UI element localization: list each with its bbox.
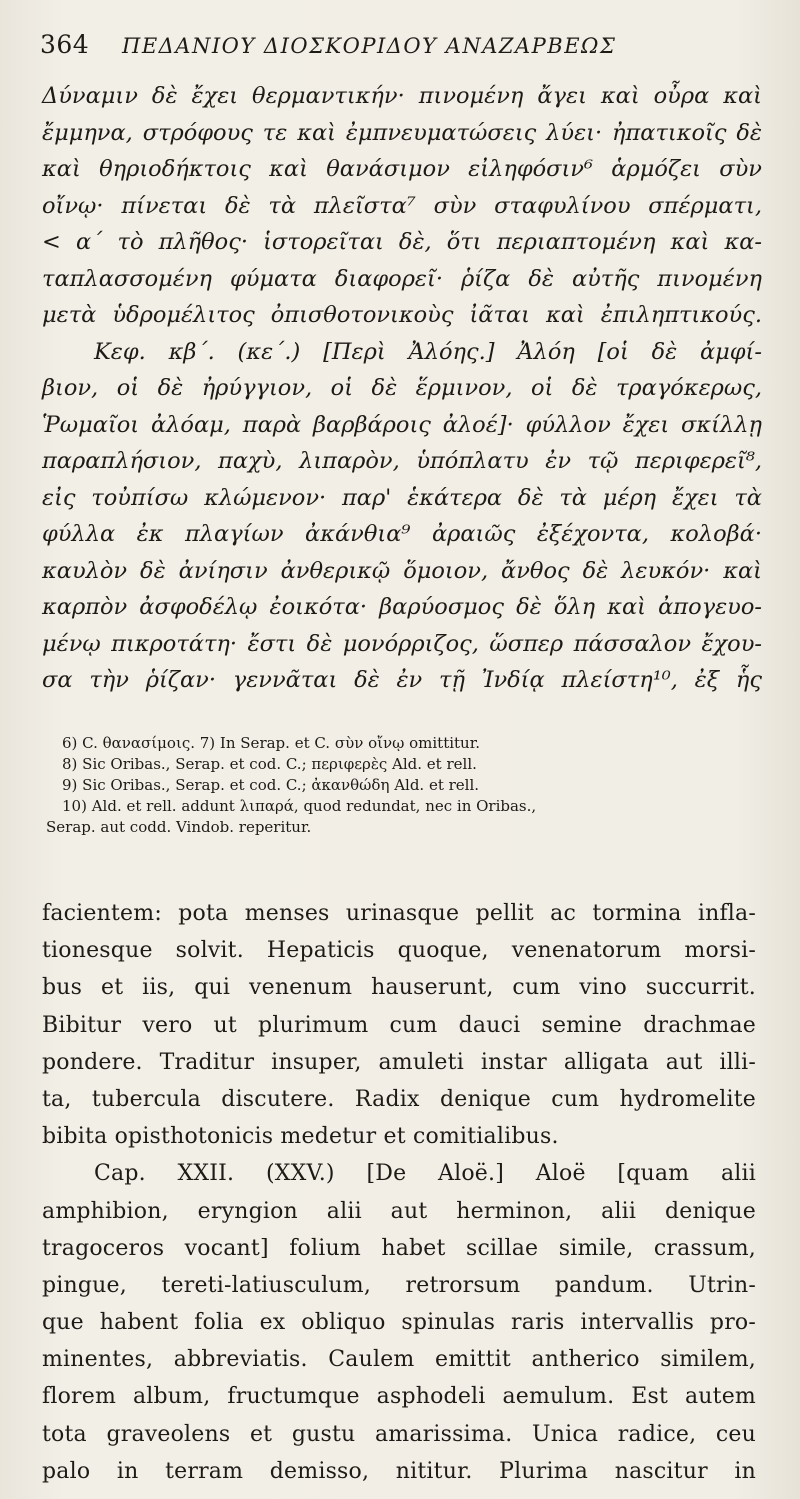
page-header: [40, 30, 760, 66]
latin-line: ta, tubercula discutere. Radix denique cum hydromelite: [42, 1086, 756, 1112]
footnotes: [46, 733, 762, 838]
latin-line: que habent folia ex obliquo spinulas raris intervallis pro-: [42, 1310, 756, 1336]
footnote: 10) Ald. et rell. addunt λιπαρά, quod redundat, nec in Oribas.,: [62, 797, 537, 815]
footnote-continuation: Serap. aut codd. Vindob. reperitur.: [46, 818, 312, 836]
latin-line: palo in terram demisso, nititur. Plurima nascitur in: [42, 1458, 756, 1484]
greek-line: καρπὸν ἀσφοδέλῳ ἐοικότα· βαρύοσμος δὲ ὅλη καὶ ἀπογευο-: [42, 594, 762, 620]
page-number: 364: [40, 30, 90, 59]
greek-line: ἔμμηνα, στρόφους τε καὶ ἐμπνευματώσεις λύει· ἠπατικοῖς δὲ: [42, 119, 762, 146]
greek-line: μετὰ ὑδρομέλιτος ὀπισθοτονικοὺς ἰᾶται καὶ ἐπιληπτικούς.: [42, 302, 762, 328]
greek-line: μένῳ πικροτάτη· ἔστι δὲ μονόρριζος, ὥσπερ πάσσαλον ἔχου-: [42, 630, 762, 657]
greek-line: < α΄ τὸ πλῆθος· ἱστορεῖται δὲ, ὅτι περιαπτομένη καὶ κα-: [42, 229, 762, 255]
latin-line: facientem: pota menses urinasque pellit ac tormina infla-: [42, 901, 756, 926]
latin-line: florem album, fructumque asphodeli aemulum. Est autem: [42, 1384, 756, 1410]
greek-line: βιον, οἱ δὲ ἠρύγγιον, οἱ δὲ ἕρμινον, οἱ δὲ τραγόκερως,: [42, 375, 762, 401]
latin-line: pingue, tereti-latiusculum, retrorsum pandum. Utrin-: [42, 1272, 756, 1298]
footnote: 8) Sic Oribas., Serap. et cod. C.; περιφερὲς Ald. et rell.: [62, 755, 477, 773]
greek-line: Δύναμιν δὲ ἔχει θερμαντικήν· πινομένη ἄγει καὶ οὖρα καὶ: [42, 83, 762, 109]
greek-line: Ῥωμαῖοι ἀλόαμ, παρὰ βαρβάροις ἀλοέ]· φύλλον ἔχει σκίλλῃ: [42, 411, 762, 438]
greek-line: εἰς τοὐπίσω κλώμενον· παρ' ἑκάτερα δὲ τὰ μέρη ἔχει τὰ: [42, 484, 762, 511]
latin-line: bus et iis, qui venenum hauserunt, cum vino succurrit.: [42, 975, 756, 1001]
latin-line: bibita opisthotonicis medetur et comitialibus.: [42, 1124, 559, 1150]
latin-line: tragoceros vocant] folium habet scillae simile, crassum,: [42, 1235, 756, 1261]
latin-line: amphibion, eryngion alii aut herminon, alii denique: [42, 1198, 756, 1224]
latin-line: Bibitur vero ut plurimum cum dauci semine drachmae: [42, 1012, 756, 1038]
greek-line: καυλὸν δὲ ἀνίησιν ἀνθερικῷ ὅμοιον, ἄνθος δὲ λευκόν· καὶ: [42, 557, 762, 584]
footnote: 9) Sic Oribas., Serap. et cod. C.; ἀκανθώδη Ald. et rell.: [62, 776, 480, 794]
latin-line: pondere. Traditur insuper, amuleti instar alligata aut illi-: [42, 1049, 756, 1075]
latin-text-block: [42, 895, 756, 1490]
greek-line: καὶ θηριοδήκτοις καὶ θανάσιμον εἰληφόσιν⁶ ἁρμόζει σὺν: [42, 156, 762, 182]
greek-line: οἴνῳ· πίνεται δὲ τὰ πλεῖστα⁷ σὺν σταφυλίνου σπέρματι,: [42, 192, 762, 219]
greek-line: σα τὴν ῥίζαν· γεννᾶται δὲ ἐν τῇ Ἰνδίᾳ πλείστη¹⁰, ἐξ ἧς: [42, 667, 762, 693]
footnote: 6) C. θανασίμοις. 7) In Serap. et C. σὺν οἴνῳ omittitur.: [62, 734, 481, 752]
greek-line: φύλλα ἐκ πλαγίων ἀκάνθια⁹ ἀραιῶς ἐξέχοντα, κολοβά·: [42, 521, 762, 547]
greek-line: ταπλασσομένη φύματα διαφορεῖ· ῥίζα δὲ αὐτῆς πινομένη: [42, 265, 762, 292]
latin-line: tionesque solvit. Hepaticis quoque, venenatorum morsi-: [42, 938, 756, 964]
latin-line: tota graveolens et gustu amarissima. Unica radice, ceu: [42, 1421, 756, 1447]
latin-line: minentes, abbreviatis. Caulem emittit antherico similem,: [42, 1347, 756, 1373]
greek-line: παραπλήσιον, παχὺ, λιπαρὸν, ὑπόπλατυ ἐν τῷ περιφερεῖ⁸,: [42, 448, 762, 474]
greek-chapter-heading-line: Κεφ. κβ΄. (κε΄.) [Περὶ Ἀλόης.] Ἀλόη [οἱ δὲ ἀμφί-: [94, 338, 762, 365]
running-head: ΠΕΔΑΝΙΟΥ ΔΙΟΣΚΟΡΙΔΟΥ ΑΝΑΖΑΡΒΕΩΣ: [122, 34, 617, 58]
greek-text-block: [42, 78, 762, 699]
latin-chapter-heading-line: Cap. XXII. (XXV.) [De Aloë.] Aloë [quam alii: [94, 1161, 756, 1187]
